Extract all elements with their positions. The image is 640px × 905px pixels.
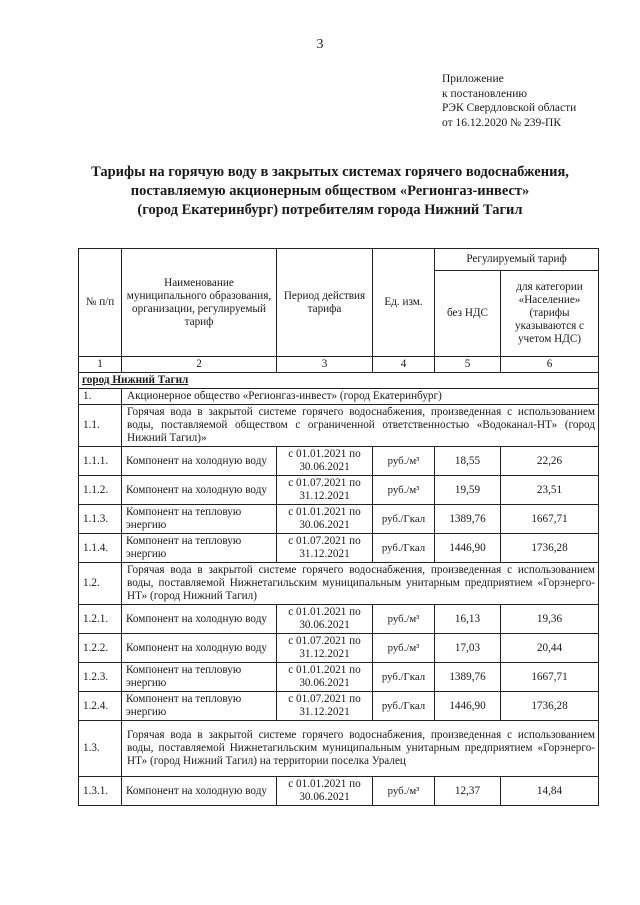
row-unit: руб./м³	[373, 605, 435, 634]
row-period: с 01.07.2021 по 31.12.2021	[277, 634, 373, 663]
group-num: 1.2.	[79, 563, 122, 605]
row-num: 1.1.4.	[79, 534, 122, 563]
row-component: Компонент на холодную воду	[122, 777, 277, 806]
row-period: с 01.01.2021 по 30.06.2021	[277, 663, 373, 692]
header-unit: Ед. изм.	[373, 249, 435, 357]
group-description: Горячая вода в закрытой системе горячего водоснабжения, произведенная с использованием воды, поставляемой Нижнетагильским муниципальным унитарным предприятием «Горэнерго-НТ» (город Нижний Тагил)	[122, 563, 599, 605]
tariff-row	[79, 634, 599, 663]
appendix-line: от 16.12.2020 № 239-ПК	[442, 116, 562, 129]
col-number: 3	[277, 357, 373, 373]
group-num: 1.1.	[79, 405, 122, 447]
group-description: Горячая вода в закрытой системе горячего водоснабжения, произведенная с использованием воды, поставляемой Нижнетагильским муниципальным унитарным предприятием «Горэнерго-НТ» (город Нижний Тагил) на территории поселка Уралец	[122, 721, 599, 777]
group-description: Горячая вода в закрытой системе горячего водоснабжения, произведенная с использованием воды, поставляемой обществом с ограниченной ответственностью «Водоканал-НТ» (город Нижний Тагил)»	[122, 405, 599, 447]
row-price-no-vat: 12,37	[435, 777, 501, 806]
header-name: Наименование муниципального образования, организации, регулируемый тариф	[122, 249, 277, 357]
title-line: (город Екатеринбург) потребителям города Нижний Тагил	[137, 202, 523, 218]
tariff-row	[79, 692, 599, 721]
header-period: Период действия тарифа	[277, 249, 373, 357]
tariff-row	[79, 605, 599, 634]
row-unit: руб./Гкал	[373, 692, 435, 721]
org-row	[79, 389, 599, 405]
row-price-population: 14,84	[501, 777, 599, 806]
tariff-row	[79, 447, 599, 476]
row-num: 1.1.3.	[79, 505, 122, 534]
row-price-population: 22,26	[501, 447, 599, 476]
org-num: 1.	[79, 389, 122, 405]
page-number: 3	[316, 37, 324, 52]
col-number: 5	[435, 357, 501, 373]
row-price-population: 1667,71	[501, 505, 599, 534]
appendix-line: РЭК Свердловской области	[442, 102, 577, 114]
city-row	[79, 373, 599, 389]
col-number: 2	[122, 357, 277, 373]
row-num: 1.1.2.	[79, 476, 122, 505]
row-price-no-vat: 1389,76	[435, 663, 501, 692]
row-unit: руб./Гкал	[373, 663, 435, 692]
city-name: город Нижний Тагил	[79, 373, 599, 389]
row-period: с 01.07.2021 по 31.12.2021	[277, 476, 373, 505]
appendix-line: к постановлению	[442, 87, 527, 100]
row-price-no-vat: 16,13	[435, 605, 501, 634]
row-price-no-vat: 1446,90	[435, 534, 501, 563]
header-population: для категории «Население» (тарифы указываются с учетом НДС)	[501, 271, 599, 357]
tariff-table	[78, 248, 599, 806]
row-period: с 01.01.2021 по 30.06.2021	[277, 777, 373, 806]
row-price-no-vat: 1389,76	[435, 505, 501, 534]
row-component: Компонент на тепловую энергию	[122, 692, 277, 721]
row-price-population: 1736,28	[501, 534, 599, 563]
tariff-row	[79, 777, 599, 806]
row-price-population: 1667,71	[501, 663, 599, 692]
tariff-row	[79, 534, 599, 563]
row-component: Компонент на холодную воду	[122, 634, 277, 663]
tariff-row	[79, 505, 599, 534]
row-unit: руб./Гкал	[373, 534, 435, 563]
header-no-vat: без НДС	[435, 271, 501, 357]
row-num: 1.2.1.	[79, 605, 122, 634]
row-unit: руб./м³	[373, 634, 435, 663]
row-num: 1.2.2.	[79, 634, 122, 663]
row-price-no-vat: 19,59	[435, 476, 501, 505]
group-row	[79, 405, 599, 447]
row-num: 1.3.1.	[79, 777, 122, 806]
row-period: с 01.01.2021 по 30.06.2021	[277, 605, 373, 634]
title-line: Тарифы на горячую воду в закрытых системах горячего водоснабжения,	[91, 164, 569, 180]
row-price-no-vat: 17,03	[435, 634, 501, 663]
appendix-block	[442, 72, 576, 130]
row-price-no-vat: 18,55	[435, 447, 501, 476]
row-component: Компонент на холодную воду	[122, 447, 277, 476]
row-price-population: 1736,28	[501, 692, 599, 721]
row-price-population: 23,51	[501, 476, 599, 505]
col-number: 6	[501, 357, 599, 373]
group-row	[79, 721, 599, 777]
document-title	[60, 163, 600, 220]
row-component: Компонент на тепловую энергию	[122, 663, 277, 692]
row-period: с 01.01.2021 по 30.06.2021	[277, 447, 373, 476]
row-num: 1.2.3.	[79, 663, 122, 692]
row-period: с 01.01.2021 по 30.06.2021	[277, 505, 373, 534]
row-price-population: 19,36	[501, 605, 599, 634]
row-component: Компонент на тепловую энергию	[122, 534, 277, 563]
row-num: 1.2.4.	[79, 692, 122, 721]
col-number: 4	[373, 357, 435, 373]
org-name: Акционерное общество «Регионгаз-инвест» (город Екатеринбург)	[122, 389, 599, 405]
row-price-population: 20,44	[501, 634, 599, 663]
row-period: с 01.07.2021 по 31.12.2021	[277, 692, 373, 721]
row-unit: руб./м³	[373, 777, 435, 806]
row-component: Компонент на холодную воду	[122, 605, 277, 634]
row-unit: руб./м³	[373, 447, 435, 476]
column-number-row	[79, 357, 599, 373]
header-row	[79, 249, 599, 271]
group-num: 1.3.	[79, 721, 122, 777]
header-regulated: Регулируемый тариф	[435, 249, 599, 271]
row-num: 1.1.1.	[79, 447, 122, 476]
col-number: 1	[79, 357, 122, 373]
row-component: Компонент на холодную воду	[122, 476, 277, 505]
row-price-no-vat: 1446,90	[435, 692, 501, 721]
header-num: № п/п	[79, 249, 122, 357]
row-component: Компонент на тепловую энергию	[122, 505, 277, 534]
appendix-line: Приложение	[442, 73, 504, 85]
tariff-row	[79, 476, 599, 505]
tariff-row	[79, 663, 599, 692]
row-unit: руб./Гкал	[373, 505, 435, 534]
group-row	[79, 563, 599, 605]
row-period: с 01.07.2021 по 31.12.2021	[277, 534, 373, 563]
row-unit: руб./м³	[373, 476, 435, 505]
title-line: поставляемую акционерным обществом «Регионгаз-инвест»	[130, 183, 530, 199]
